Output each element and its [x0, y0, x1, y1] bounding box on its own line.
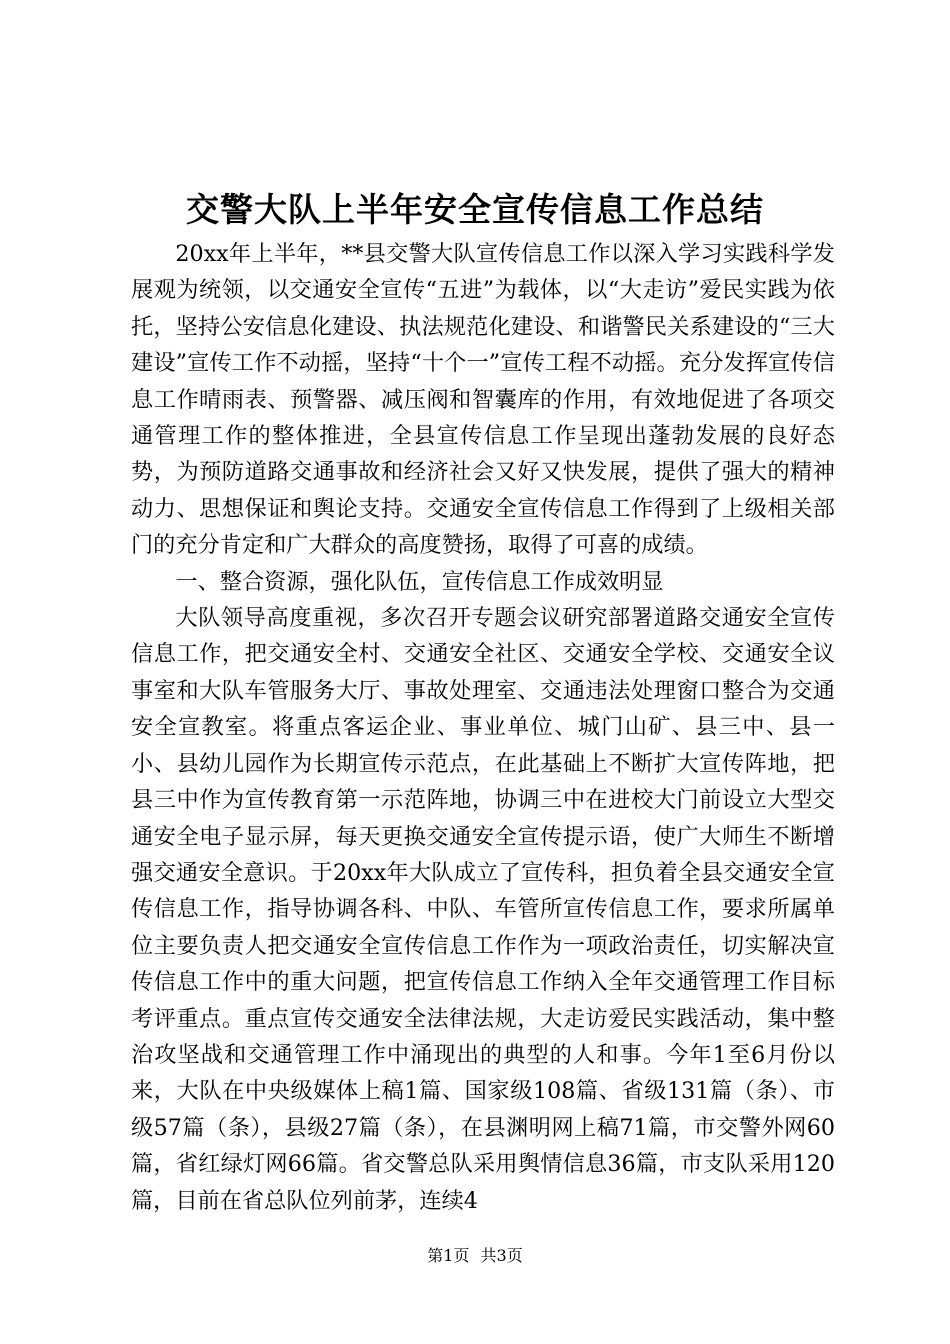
intro-paragraph: 20xx年上半年，**县交警大队宣传信息工作以深入学习实践科学发展观为统领，以交通安全宣传“五进”为载体，以“大走访”爱民实践为依托，坚持公安信息化建设、执法规范化建设、和谐警民关系建设的“三大建设”宣传工作不动摇，坚持“十个一”宣传工程不动摇。充分发挥宣传信息工作晴雨表、预警器、减压阀和智囊库的作用，有效地促进了各项交通管理工作的整体推进，全县宣传信息工作呈现出蓬勃发展的良好态势，为预防道路交通事故和经济社会又好又快发展，提供了强大的精神动力、思想保证和舆论支持。交通安全宣传信息工作得到了上级相关部门的充分肯定和广大群众的高度赞扬，取得了可喜的成绩。 — [131, 241, 835, 559]
document-title: 交警大队上半年安全宣传信息工作总结 — [186, 190, 764, 229]
page-total: 共3页 — [480, 1246, 523, 1265]
section-paragraph: 大队领导高度重视，多次召开专题会议研究部署道路交通安全宣传信息工作，把交通安全村、交通安全社区、交通安全学校、交通安全议事室和大队车管服务大厅、事故处理室、交通违法处理窗口整合为交通安全宣教室。将重点客运企业、事业单位、城门山矿、县三中、县一小、县幼儿园作为长期宣传示范点，在此基础上不断扩大宣传阵地，把县三中作为宣传教育第一示范阵地，协调三中在进校大门前设立大型交通安全电子显示屏，每天更换交通安全宣传提示语，使广大师生不断增强交通安全意识。于20xx年大队成立了宣传科，担负着全县交通安全宣传信息工作，指导协调各科、中队、车管所宣传信息工作，要求所属单位主要负责人把交通安全宣传信息工作作为一项政治责任，切实解决宣传信息工作中的重大问题，把宣传信息工作纳入全年交通管理工作目标考评重点。重点宣传交通安全法律法规，大走访爱民实践活动，集中整治攻坚战和交通管理工作中涌现出的典型的人和事。今年1至6月份以来，大队在中央级媒体上稿1篇、国家级108篇、省级131篇（条）、市级57篇（条），县级27篇（条），在县渊明网上稿71篇，市交警外网60篇，省红绿灯网66篇。省交警总队采用舆情信息36篇，市支队采用120篇，目前在省总队位列前茅，连续4 — [131, 605, 835, 1214]
document-body — [131, 236, 835, 1219]
section-heading: 一、整合资源，强化队伍，宣传信息工作成效明显 — [175, 568, 664, 595]
page-footer — [0, 1244, 950, 1268]
page-number: 第1页 — [427, 1246, 470, 1265]
